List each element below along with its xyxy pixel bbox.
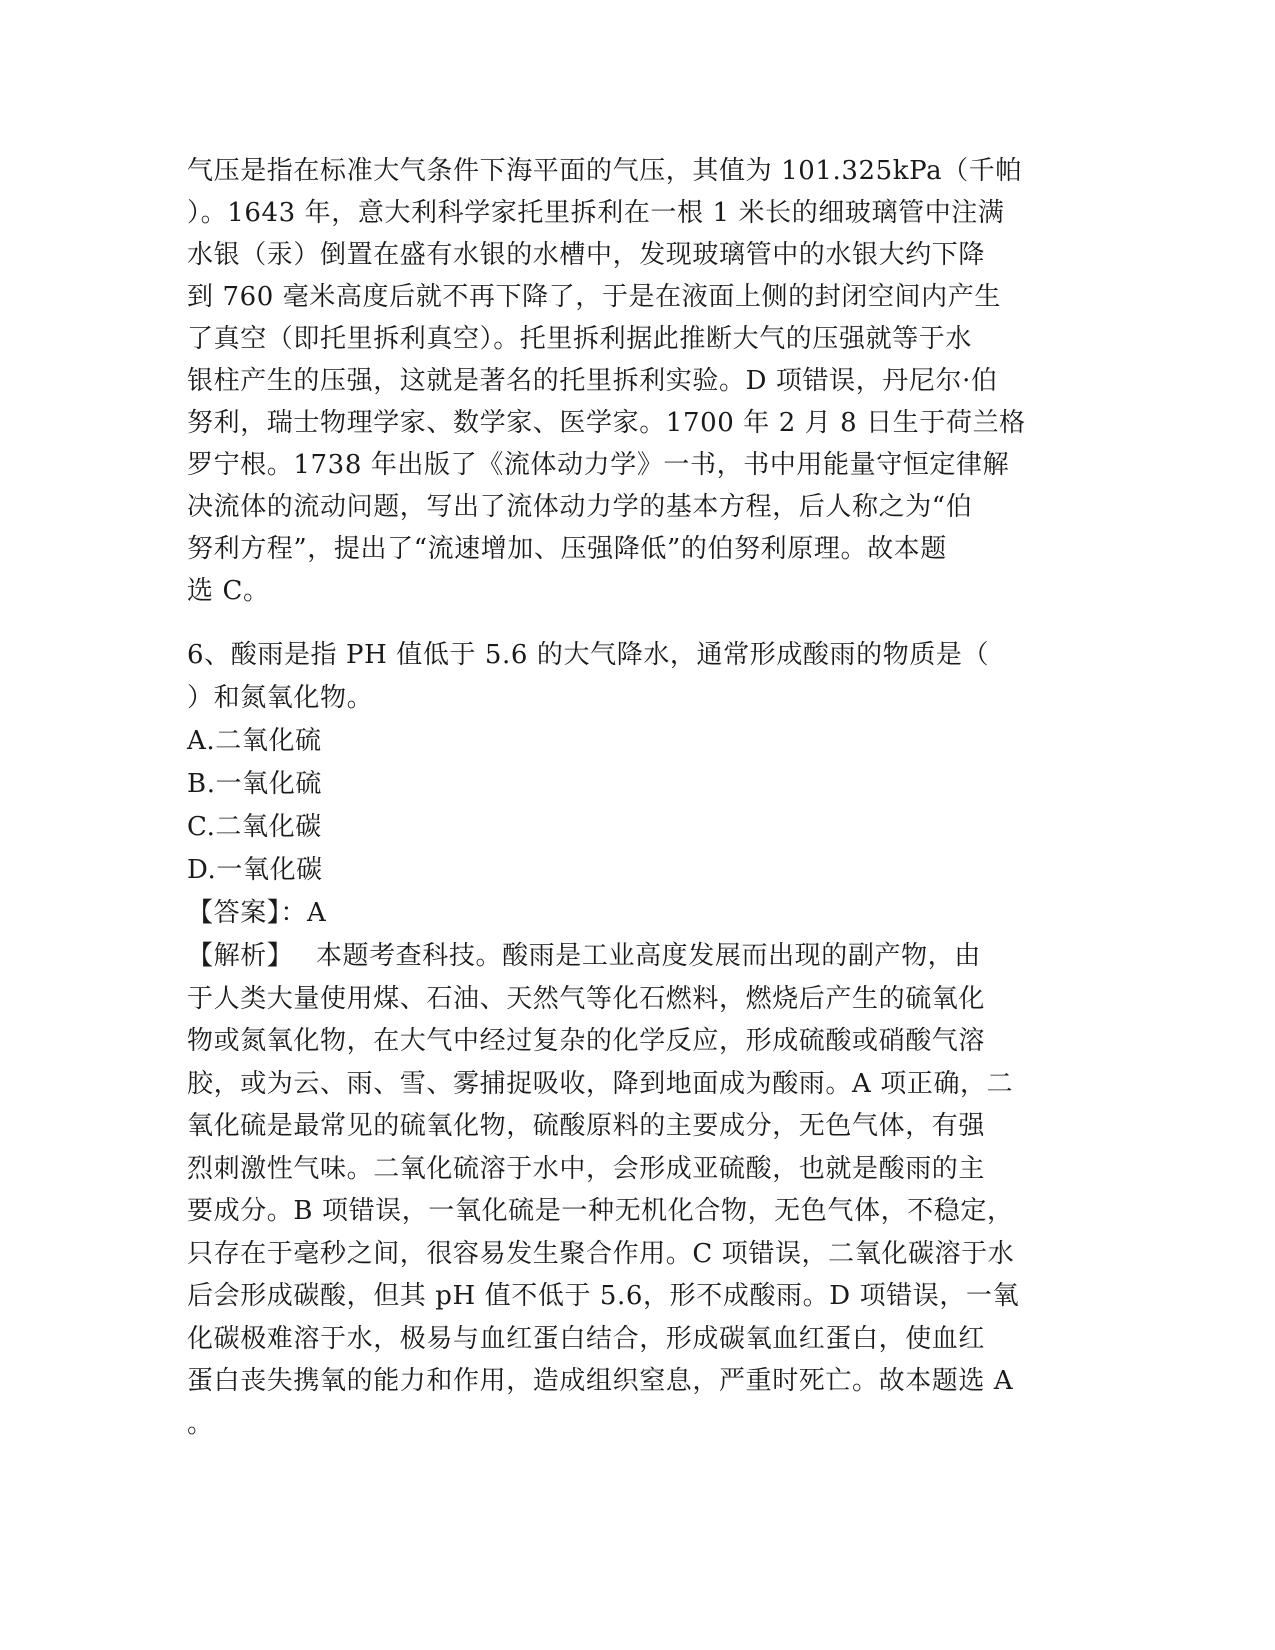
analysis-line: 蛋白丧失携氧的能力和作用，造成组织窒息，严重时死亡。故本题选 A <box>187 1366 1014 1396</box>
analysis-line: 【解析】 本题考查科技。酸雨是工业高度发展而出现的副产物，由 <box>187 941 981 971</box>
analysis-line: 后会形成碳酸，但其 pH 值不低于 5.6，形不成酸雨。D 项错误，一氧 <box>187 1281 1020 1311</box>
analysis-line: 烈刺激性气味。二氧化硫溶于水中，会形成亚硫酸，也就是酸雨的主 <box>187 1153 986 1184</box>
question-stem-line: 6、酸雨是指 PH 值低于 5.6 的大气降水，通常形成酸雨的物质是（ <box>187 640 990 670</box>
question-block <box>187 634 1087 1445</box>
analysis-line: 要成分。B 项错误，一氧化硫是一种无机化合物，无色气体，不稳定， <box>187 1196 1014 1226</box>
previous-explanation <box>187 150 1087 612</box>
option-c: C.二氧化碳 <box>187 812 322 842</box>
text-line: 决流体的流动问题，写出了流体动力学的基本方程，后人称之为“伯 <box>187 492 973 522</box>
text-line: 银柱产生的压强，这就是著名的托里拆利实验。D 项错误，丹尼尔·伯 <box>187 366 998 396</box>
text-line: 了真空（即托里拆利真空）。托里拆利据此推断大气的压强就等于水 <box>187 324 973 354</box>
text-line: 气压是指在标准大气条件下海平面的气压，其值为 101.325kPa（千帕 <box>187 156 1022 186</box>
analysis-line: 化碳极难溶于水，极易与血红蛋白结合，形成碳氧血红蛋白，使血红 <box>187 1323 986 1354</box>
analysis-line: 于人类大量使用煤、石油、天然气等化石燃料，燃烧后产生的硫氧化 <box>187 983 986 1014</box>
text-line: 水银（汞）倒置在盛有水银的水槽中，发现玻璃管中的水银大约下降 <box>187 240 986 270</box>
analysis-line: 只存在于毫秒之间，很容易发生聚合作用。C 项错误，二氧化碳溶于水 <box>187 1238 1015 1269</box>
text-line: 到 760 毫米高度后就不再下降了，于是在液面上侧的封闭空间内产生 <box>187 282 1001 312</box>
question-stem-line: ）和氮氧化物。 <box>187 683 374 713</box>
analysis-line: 胶，或为云、雨、雪、雾捕捉吸收，降到地面成为酸雨。A 项正确，二 <box>187 1068 1014 1099</box>
text-line: 选 C。 <box>187 576 270 606</box>
analysis-line: 氧化硫是最常见的硫氧化物，硫酸原料的主要成分，无色气体，有强 <box>187 1111 986 1141</box>
option-d: D.一氧化碳 <box>187 855 323 885</box>
text-line: ）。1643 年，意大利科学家托里拆利在一根 1 米长的细玻璃管中注满 <box>187 198 1005 228</box>
text-line: 努利方程”，提出了“流速增加、压强降低”的伯努利原理。故本题 <box>187 534 947 564</box>
option-a: A.二氧化硫 <box>187 726 322 756</box>
analysis-line: 物或氮氧化物，在大气中经过复杂的化学反应，形成硫酸或硝酸气溶 <box>187 1026 986 1056</box>
paragraph-gap <box>187 612 1087 634</box>
text-line: 努利，瑞士物理学家、数学家、医学家。1700 年 2 月 8 日生于荷兰格 <box>187 408 1026 438</box>
document-page <box>187 150 1087 1445</box>
text-line: 罗宁根。1738 年出版了《流体动力学》一书，书中用能量守恒定律解 <box>187 450 1010 480</box>
analysis-line: 。 <box>187 1408 214 1439</box>
option-b: B.一氧化硫 <box>187 769 322 799</box>
analysis-block <box>187 935 1087 1445</box>
answer-line: 【答案】：A <box>187 898 327 928</box>
